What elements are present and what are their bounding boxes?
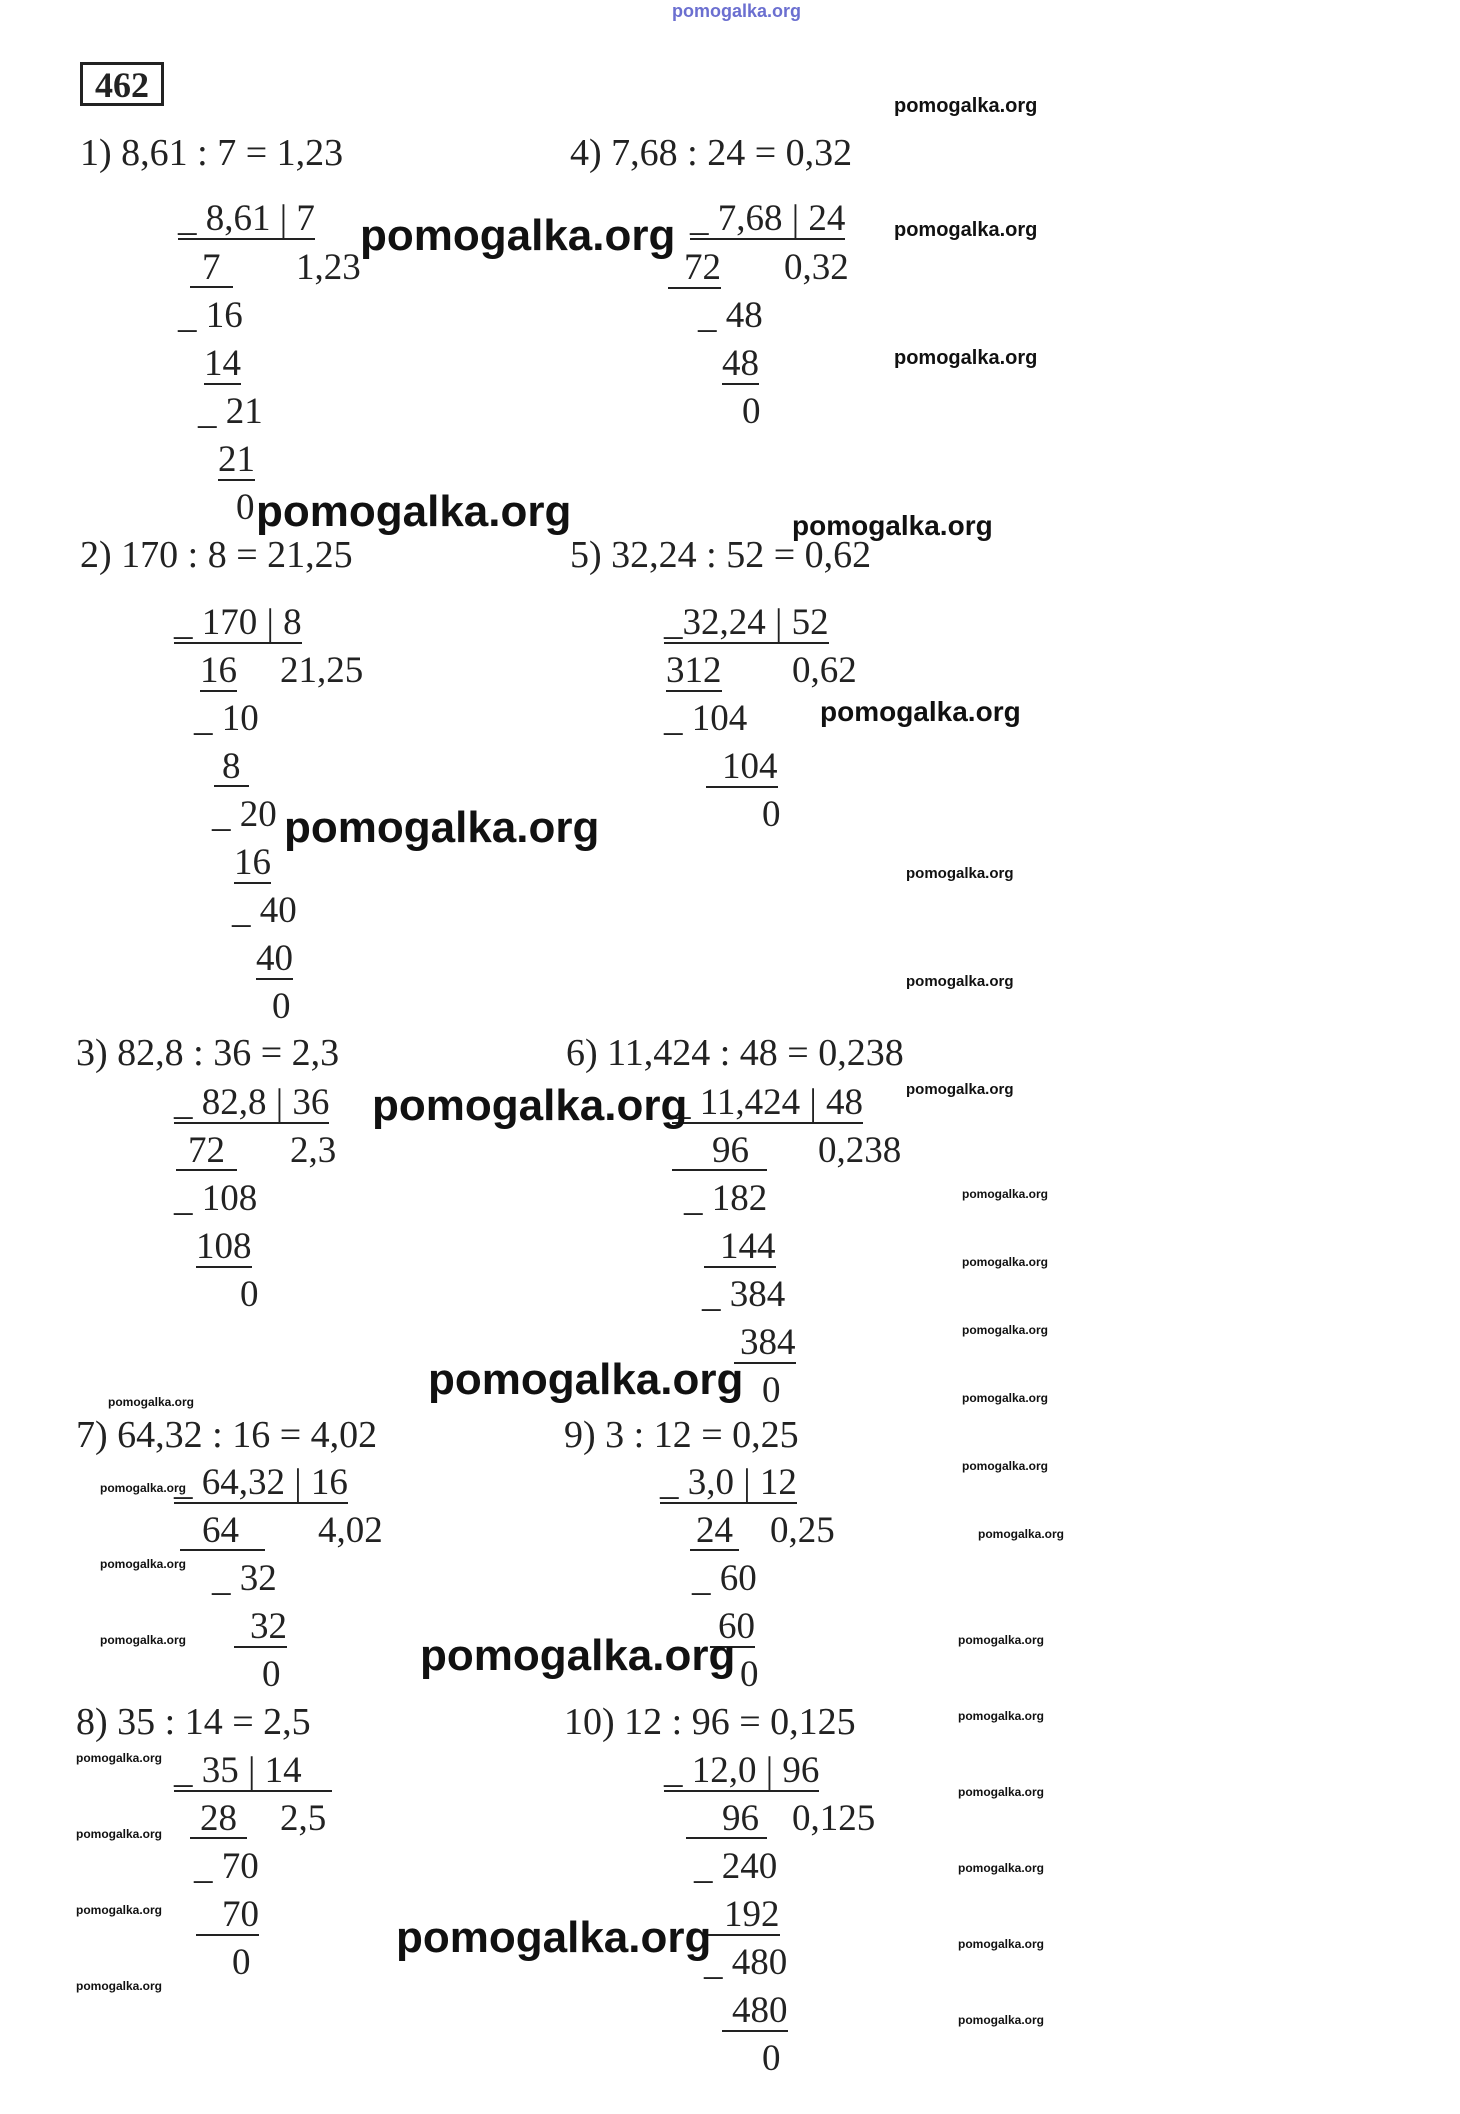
p2-dividend-divisor: _ 170 | 8 [174,602,302,643]
p4-subtrahend-2: 48 [722,343,759,384]
p3-remainder-1: _ 108 [174,1178,258,1219]
watermark-text: pomogalka.org [962,1187,1049,1201]
watermark-text: pomogalka.org [958,1785,1045,1799]
p6-subtrahend-1: 96 [672,1132,767,1171]
p2-remainder-3: _ 40 [232,890,297,931]
p2-subtrahend-2: 8 [214,748,249,787]
p7-final-remainder: 0 [262,1654,281,1695]
watermark-text: pomogalka.org [100,1481,187,1495]
p5-remainder-1: _ 104 [664,698,748,739]
p10-dividend-divisor: _ 12,0 | 96 [664,1750,820,1791]
watermark-text: pomogalka.org [962,1391,1049,1405]
p9-subtrahend-1: 24 [690,1512,739,1551]
p4-final-remainder: 0 [742,391,761,432]
problem-4-title: 4) 7,68 : 24 = 0,32 [570,132,853,174]
problem-9-title: 9) 3 : 12 = 0,25 [564,1414,799,1456]
watermark-text: pomogalka.org [958,2013,1045,2027]
p7-subtrahend-2: 32 [234,1608,287,1648]
p6-subtrahend-3: 384 [734,1324,796,1364]
p2-subtrahend-1: 16 [200,650,237,691]
p6-final-remainder: 0 [762,1370,781,1411]
p1-final-remainder: 0 [236,487,255,528]
p10-remainder-1: _ 240 [694,1846,778,1887]
top-site-link[interactable]: pomogalka.org [672,1,802,21]
watermark-text: pomogalka.org [906,973,1014,990]
problem-7-title: 7) 64,32 : 16 = 4,02 [76,1414,378,1456]
watermark-text: pomogalka.org [76,1979,163,1993]
p6-quotient: 0,238 [818,1130,902,1171]
p5-dividend-divisor: _32,24 | 52 [664,602,829,643]
p8-quotient: 2,5 [280,1798,327,1839]
watermark-text: pomogalka.org [906,865,1014,882]
problem-2-title: 2) 170 : 8 = 21,25 [80,534,353,576]
p6-remainder-2: _ 384 [702,1274,786,1315]
p4-quotient: 0,32 [784,247,849,288]
watermark-text: pomogalka.org [894,219,1038,241]
p3-final-remainder: 0 [240,1274,259,1315]
problem-5-title: 5) 32,24 : 52 = 0,62 [570,534,872,576]
p3-subtrahend-2: 108 [196,1226,252,1267]
p3-subtrahend-1: 72 [176,1132,237,1171]
p1-subtrahend-3: 21 [218,439,255,480]
watermark-text: pomogalka.org [906,1081,1014,1098]
watermark-text: pomogalka.org [100,1557,187,1571]
watermark-text: pomogalka.org [962,1459,1049,1473]
p9-quotient: 0,25 [770,1510,835,1551]
p3-quotient: 2,3 [290,1130,337,1171]
watermark-text: pomogalka.org [396,1913,712,1962]
p2-remainder-2: _ 20 [212,794,277,835]
problem-3-title: 3) 82,8 : 36 = 2,3 [76,1032,340,1074]
p5-quotient: 0,62 [792,650,857,691]
p2-subtrahend-4: 40 [256,938,293,979]
p10-quotient: 0,125 [792,1798,876,1839]
problem-number-box: 462 [80,62,164,106]
p1-dividend-divisor: _ 8,61 | 7 [178,198,315,239]
p4-dividend-divisor: _ 7,68 | 24 [690,198,846,239]
watermark-text: pomogalka.org [958,1937,1045,1951]
p10-subtrahend-3: 480 [722,1992,788,2032]
p1-remainder-1: _ 16 [178,295,243,336]
p7-dividend-divisor: _ 64,32 | 16 [174,1462,348,1503]
p1-subtrahend-2: 14 [204,343,241,384]
problem-10-title: 10) 12 : 96 = 0,125 [564,1701,856,1743]
p9-subtrahend-2: 60 [710,1608,755,1648]
watermark-text: pomogalka.org [894,347,1038,369]
watermark-text: pomogalka.org [962,1323,1049,1337]
p8-dividend-divisor: _ 35 | 14 [174,1752,332,1792]
p5-subtrahend-1: 312 [666,650,722,691]
p1-subtrahend-1: 7 [190,249,233,288]
p2-subtrahend-3: 16 [234,842,271,883]
p2-remainder-1: _ 10 [194,698,259,739]
p8-final-remainder: 0 [232,1942,251,1983]
p8-remainder-1: _ 70 [194,1846,259,1887]
p2-final-remainder: 0 [272,986,291,1027]
p9-final-remainder: 0 [740,1654,759,1695]
p7-quotient: 4,02 [318,1510,383,1551]
p7-subtrahend-1: 64 [180,1512,265,1551]
watermark-text: pomogalka.org [958,1633,1045,1647]
p10-subtrahend-1: 96 [686,1800,767,1839]
watermark-text: pomogalka.org [284,803,600,852]
p10-remainder-2: _ 480 [704,1942,788,1983]
p1-remainder-2: _ 21 [198,391,263,432]
problem-6-title: 6) 11,424 : 48 = 0,238 [566,1032,904,1074]
problem-1-title: 1) 8,61 : 7 = 1,23 [80,132,344,174]
watermark-text: pomogalka.org [360,211,676,260]
p6-dividend-divisor: _ 11,424 | 48 [672,1082,864,1123]
watermark-text: pomogalka.org [100,1633,187,1647]
p4-remainder-1: _ 48 [698,295,763,336]
watermark-text: pomogalka.org [76,1827,163,1841]
watermark-text: pomogalka.org [894,95,1038,117]
p6-subtrahend-2: 144 [704,1228,776,1268]
watermark-text: pomogalka.org [372,1081,688,1130]
p8-subtrahend-1: 28 [190,1800,247,1839]
p5-subtrahend-2: 104 [706,748,778,788]
p4-subtrahend-1: 72 [668,249,721,289]
p10-final-remainder: 0 [762,2038,781,2079]
watermark-text: pomogalka.org [978,1527,1065,1541]
watermark-text: pomogalka.org [820,696,1021,727]
watermark-text: pomogalka.org [256,487,572,536]
p7-remainder-1: _ 32 [212,1558,277,1599]
watermark-text: pomogalka.org [958,1709,1045,1723]
watermark-text: pomogalka.org [420,1631,736,1680]
p10-subtrahend-2: 192 [708,1896,780,1936]
watermark-text: pomogalka.org [428,1355,744,1404]
watermark-text: pomogalka.org [792,510,993,541]
problem-8-title: 8) 35 : 14 = 2,5 [76,1701,311,1743]
p8-subtrahend-2: 70 [196,1896,259,1936]
p6-remainder-1: _ 182 [684,1178,768,1219]
watermark-text: pomogalka.org [958,1861,1045,1875]
watermark-text: pomogalka.org [76,1903,163,1917]
watermark-text: pomogalka.org [962,1255,1049,1269]
p9-remainder-1: _ 60 [692,1558,757,1599]
watermark-text: pomogalka.org [108,1395,195,1409]
watermark-text: pomogalka.org [76,1751,163,1765]
p1-quotient: 1,23 [296,247,361,288]
p3-dividend-divisor: _ 82,8 | 36 [174,1082,330,1123]
p9-dividend-divisor: _ 3,0 | 12 [660,1462,797,1503]
p5-final-remainder: 0 [762,794,781,835]
p2-quotient: 21,25 [280,650,364,691]
